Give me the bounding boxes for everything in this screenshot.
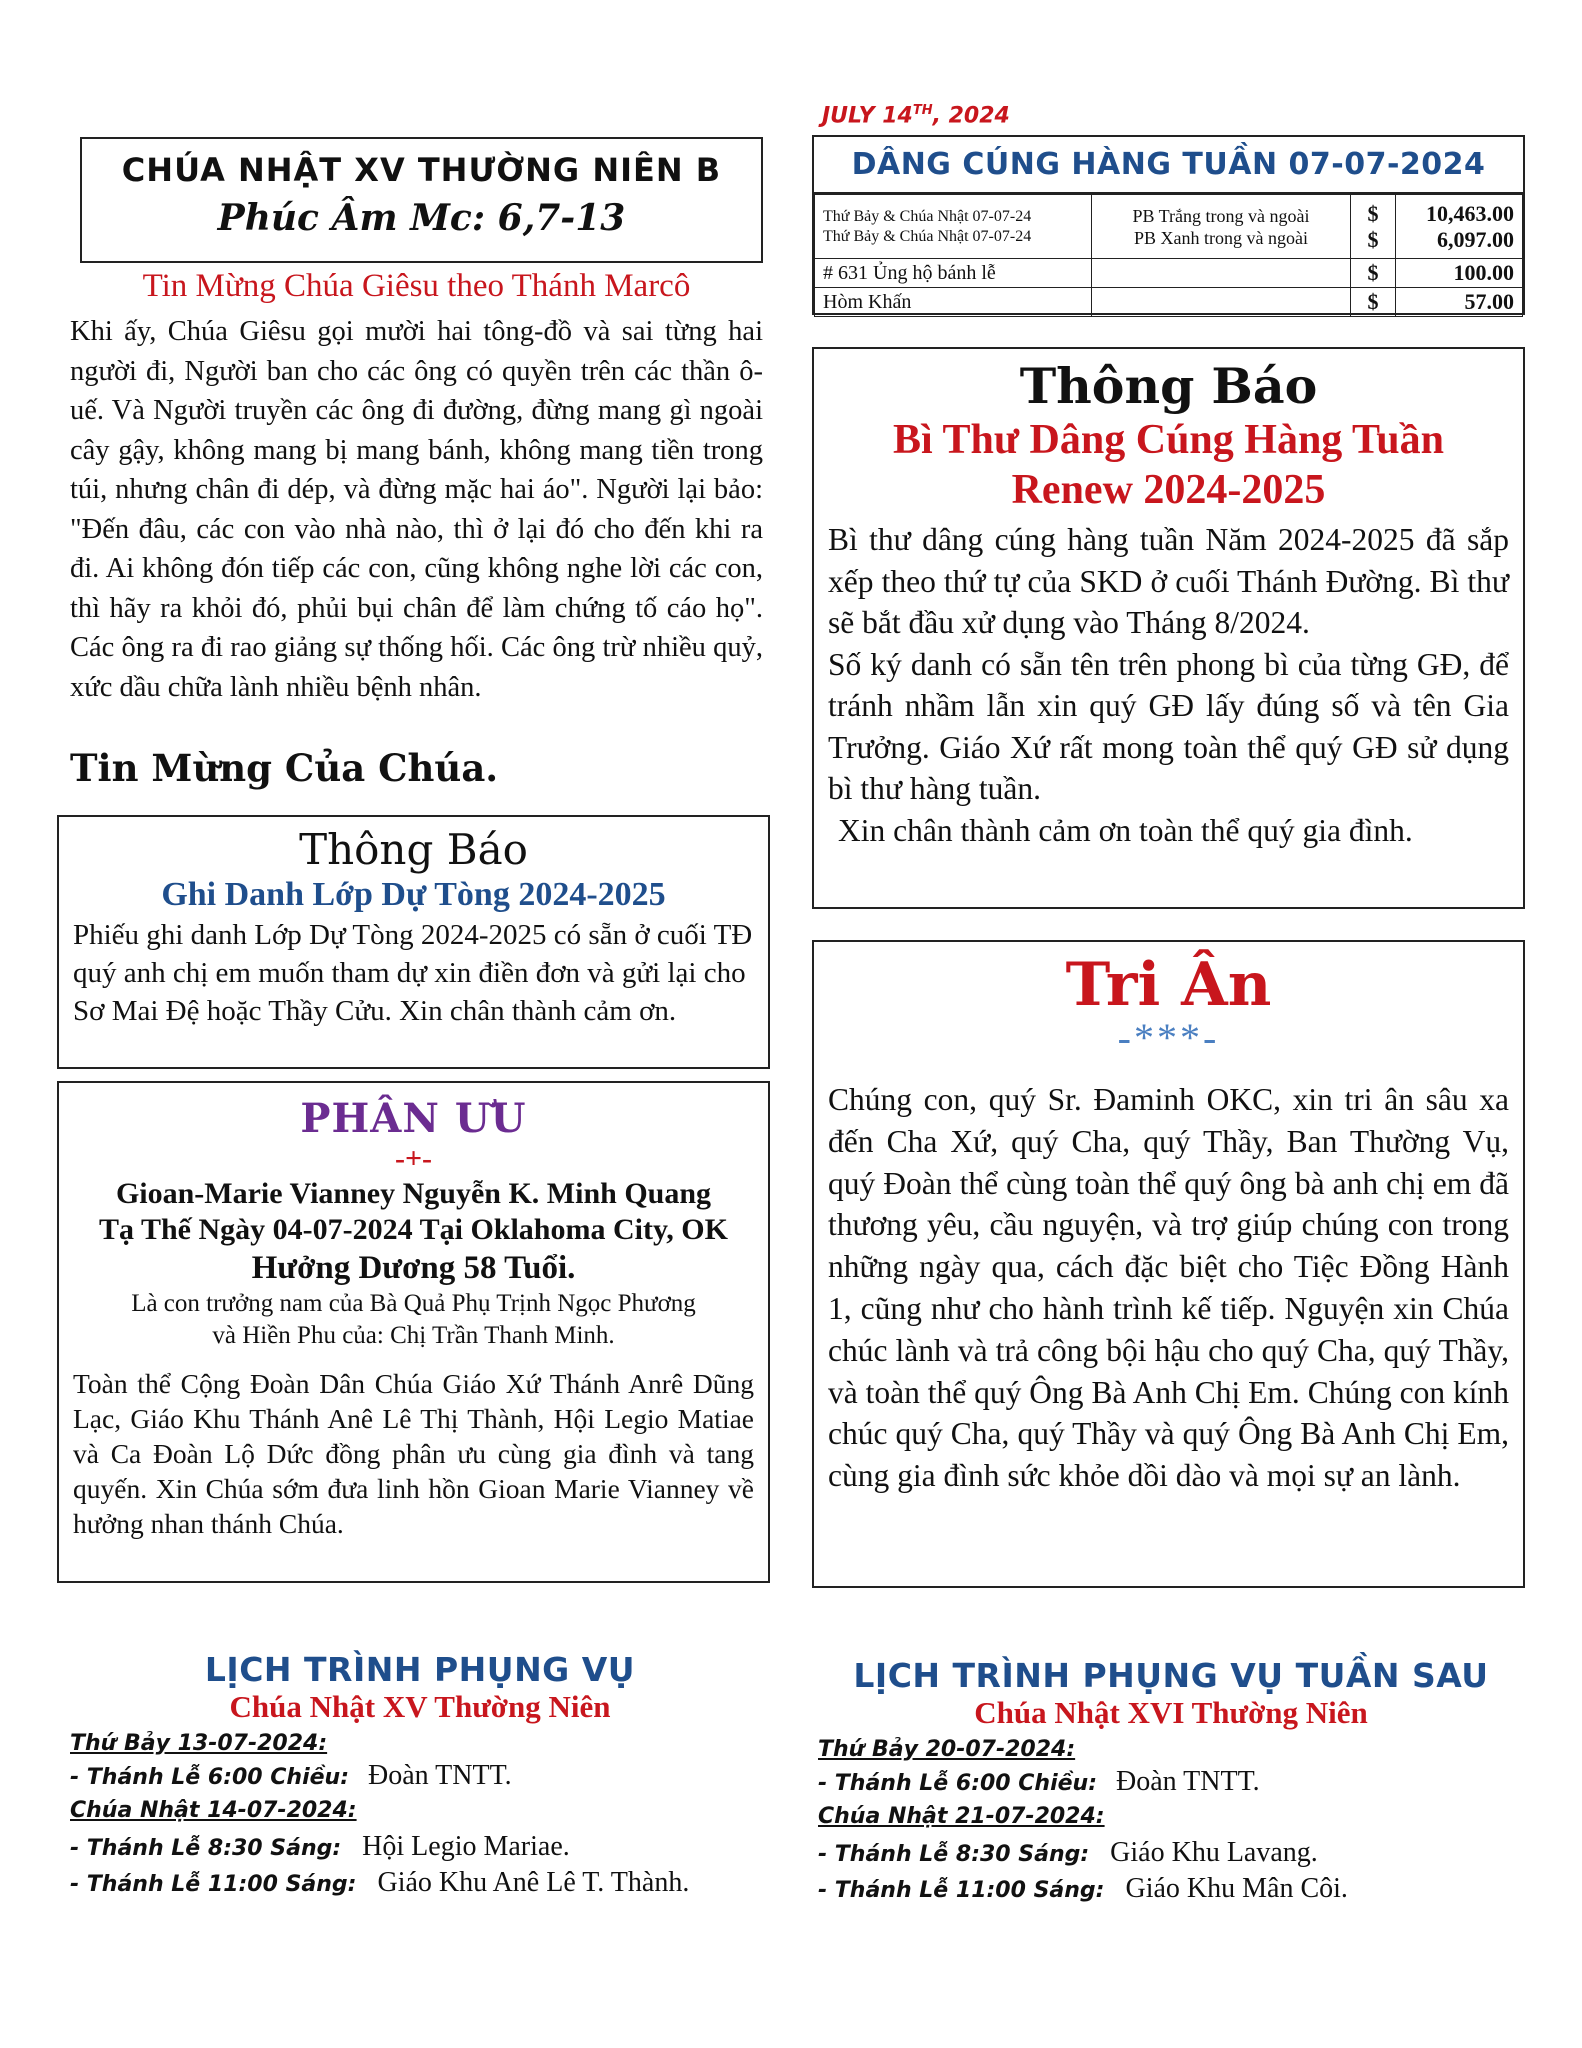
offering-row1-left-1: Thứ Bảy & Chúa Nhật 07-07-24 (823, 207, 1032, 225)
offering-table (814, 194, 1523, 317)
offering-title: DÂNG CÚNG HÀNG TUẦN 07-07-2024 (814, 137, 1523, 194)
gospel-closing: Tin Mừng Của Chúa. (70, 746, 499, 790)
schedule-next-line-3-value: Giáo Khu Mân Côi. (1125, 1873, 1348, 1904)
offering-row3-mid (1092, 288, 1351, 317)
schedule-line-2-value: Hội Legio Mariae. (362, 1831, 570, 1862)
schedule-line-3 (70, 1867, 770, 1899)
offering-row1-mid-2: PB Xanh trong và ngoài (1134, 227, 1308, 248)
offering-row2-mid (1092, 259, 1351, 288)
offering-row1-mid (1092, 195, 1351, 259)
schedule-line-3-value: Giáo Khu Anê Lê T. Thành. (377, 1867, 690, 1898)
offering-row1-left-2: Thứ Bảy & Chúa Nhật 07-07-24 (823, 227, 1032, 245)
envelope-notice-title: Thông Báo (1019, 357, 1318, 415)
gospel-header-box (80, 137, 763, 263)
gospel-heading: CHÚA NHẬT XV THƯỜNG NIÊN B (121, 151, 722, 189)
schedule-next-line-2-value: Giáo Khu Lavang. (1110, 1837, 1318, 1868)
gratitude-text: Chúng con, quý Sr. Đaminh OKC, xin tri ân sâu xa đến Cha Xứ, quý Cha, quý Thầy, Ban Thường Vụ, quý Đoàn thể cùng toàn thể quý ông bà anh chị em đã thương yêu, cầu nguyện, và trợ giúp chúng con trong những ngày qua, cách đặc biệt cho Tiệc Đồng Hành 1, cũng như cho hành trình kế tiếp. Nguyện xin Chúa chúc lành và trả công bội hậu cho quý Cha, quý Thầy, và toàn thể quý Ông Bà Anh Chị Em. Chúng con kính chúc quý Cha, quý Thầy và quý Ông Bà Anh Chị Em, cùng gia đình sức khỏe dồi dào và mọi sự an lành. (828, 1082, 1509, 1494)
schedule-line-1-value: Đoàn TNTT. (368, 1760, 512, 1791)
condolence-box (57, 1081, 770, 1583)
class-notice-title: Thông Báo (299, 825, 528, 874)
schedule-this-week (70, 1650, 770, 1899)
offering-row1-mid-1: PB Trắng trong và ngoài (1132, 205, 1310, 226)
date-year: , 2024 (932, 103, 1010, 129)
schedule-next-line-1 (818, 1766, 1524, 1798)
offering-row2-amount: 100.00 (1396, 259, 1523, 288)
gospel-subtitle: Tin Mừng Chúa Giêsu theo Thánh Marcô (142, 268, 691, 304)
condolence-name: Gioan-Marie Vianney Nguyễn K. Minh Quang (115, 1177, 712, 1210)
envelope-notice-subtitle-2: Renew 2024-2025 (1011, 467, 1326, 513)
condolence-relation-1: Là con trưởng nam của Bà Quả Phụ Trịnh Ngọc Phương (131, 1290, 696, 1317)
class-notice-text: Phiếu ghi danh Lớp Dự Tòng 2024-2025 có sẵn ở cuối TĐ quý anh chị em muốn tham dự xin điền đơn và gửi lại cho Sơ Mai Đệ hoặc Thầy Cửu. Xin chân thành cảm ơn. (73, 919, 753, 1027)
offering-row3-left: Hòm Khấn (815, 288, 1092, 317)
table-row (815, 288, 1523, 317)
offering-row1-amount (1396, 195, 1523, 259)
table-row (815, 195, 1523, 259)
date-main: JULY 14 (822, 103, 913, 129)
schedule-next-subtitle: Chúa Nhật XVI Thường Niên (974, 1695, 1368, 1730)
schedule-next-line-3 (818, 1873, 1524, 1905)
offering-row1-cur-2: $ (1367, 226, 1379, 252)
schedule-next-line-2 (818, 1837, 1524, 1869)
schedule-line-2 (70, 1831, 770, 1863)
class-notice-subtitle: Ghi Danh Lớp Dự Tòng 2024-2025 (161, 876, 666, 913)
offering-row1-cur-1: $ (1367, 200, 1379, 226)
gratitude-box (812, 940, 1525, 1588)
schedule-line-1-label: - Thánh Lễ 6:00 Chiều: (70, 1765, 349, 1790)
schedule-day-2: Chúa Nhật 14-07-2024: (70, 1798, 357, 1823)
envelope-notice-box (812, 347, 1525, 909)
schedule-next-title: LỊCH TRÌNH PHỤNG VỤ TUẦN SAU (853, 1656, 1489, 1695)
offering-row2-left: # 631 Ủng hộ bánh lễ (815, 259, 1092, 288)
schedule-next-line-1-label: - Thánh Lễ 6:00 Chiều: (818, 1771, 1097, 1796)
envelope-notice-subtitle-1: Bì Thư Dâng Cúng Hàng Tuần (893, 417, 1444, 463)
schedule-next-line-2-label: - Thánh Lễ 8:30 Sáng: (818, 1842, 1090, 1867)
gospel-text: Khi ấy, Chúa Giêsu gọi mười hai tông-đồ và sai từng hai người đi, Người ban cho các ông có quyền trên các thần ô-uế. Và Người truyền các ông đi đường, đừng mang gì ngoài cây gậy, không mang bị mang bánh, không mang tiền trong túi, nhưng chân đi dép, và đừng mặc hai áo". Người lại bảo: "Đến đâu, các con vào nhà nào, thì ở lại đó cho đến khi ra đi. Ai không đón tiếp các con, cũng không nghe lời các con, thì hãy ra khỏi đó, phủi bụi chân để làm chứng tố cáo họ". Các ông ra đi rao giảng sự thống hối. Các ông trừ nhiều quỷ, xức dầu chữa lành nhiều bệnh nhân. (70, 316, 763, 703)
offering-row3-currency: $ (1351, 288, 1396, 317)
envelope-notice-text-1: Bì thư dâng cúng hàng tuần Năm 2024-2025 đã sắp xếp theo thứ tự của SKD ở cuối Thánh Đường. Bì thư sẽ bắt đầu xử dụng vào Tháng 8/2024. (828, 522, 1509, 640)
offering-row1-left (815, 195, 1092, 259)
schedule-subtitle: Chúa Nhật XV Thường Niên (229, 1689, 611, 1724)
bulletin-date (822, 103, 1010, 128)
schedule-next-week (818, 1656, 1524, 1905)
schedule-next-line-1-value: Đoàn TNTT. (1116, 1766, 1260, 1797)
schedule-next-day-1: Thứ Bảy 20-07-2024: (818, 1737, 1076, 1762)
offering-row1-amt-1: 10,463.00 (1426, 200, 1514, 226)
envelope-notice-text-3: Xin chân thành cảm ơn toàn thể quý gia đình. (838, 812, 1413, 848)
offering-row2-currency: $ (1351, 259, 1396, 288)
offering-row1-amt-2: 6,097.00 (1437, 226, 1514, 252)
condolence-relation-2: và Hiền Phu của: Chị Trần Thanh Minh. (212, 1322, 615, 1349)
table-row (815, 259, 1523, 288)
offering-row3-amount: 57.00 (1396, 288, 1523, 317)
condolence-age: Hưởng Dương 58 Tuổi. (251, 1250, 576, 1286)
envelope-notice-text-2: Số ký danh có sẵn tên trên phong bì của từng GĐ, để tránh nhầm lẫn xin quý GĐ lấy đúng số và tên Gia Trưởng. Giáo Xứ rất mong toàn thể quý GĐ sử dụng bì thư hàng tuần. (828, 646, 1509, 806)
schedule-line-1 (70, 1760, 770, 1792)
condolence-died: Tạ Thế Ngày 04-07-2024 Tại Oklahoma City, OK (99, 1213, 728, 1246)
schedule-day-1: Thứ Bảy 13-07-2024: (70, 1731, 328, 1756)
gratitude-title: Tri Ân (1065, 950, 1272, 1020)
offering-row1-currency (1351, 195, 1396, 259)
schedule-next-day-2: Chúa Nhật 21-07-2024: (818, 1804, 1105, 1829)
gospel-reference: Phúc Âm Mc: 6,7-13 (217, 197, 626, 239)
condolence-text: Toàn thể Cộng Đoàn Dân Chúa Giáo Xứ Thánh Anrê Dũng Lạc, Giáo Khu Thánh Anê Lê Thị Thành, Hội Legio Matiae và Ca Đoàn Lộ Dức đồng phân ưu cùng gia đình và tang quyến. Xin Chúa sớm đưa linh hồn Gioan Marie Vianney về hưởng nhan thánh Chúa. (73, 1368, 754, 1539)
gratitude-divider: -***- (1117, 1015, 1220, 1060)
schedule-title: LỊCH TRÌNH PHỤNG VỤ (204, 1650, 636, 1689)
schedule-line-2-label: - Thánh Lễ 8:30 Sáng: (70, 1836, 342, 1861)
schedule-next-line-3-label: - Thánh Lễ 11:00 Sáng: (818, 1878, 1105, 1903)
condolence-divider: -+- (394, 1142, 433, 1175)
class-notice-box (57, 815, 770, 1069)
schedule-line-3-label: - Thánh Lễ 11:00 Sáng: (70, 1872, 357, 1897)
offering-table-box (812, 135, 1525, 315)
date-suffix: TH (912, 103, 933, 118)
condolence-title: PHÂN ƯU (300, 1095, 527, 1142)
